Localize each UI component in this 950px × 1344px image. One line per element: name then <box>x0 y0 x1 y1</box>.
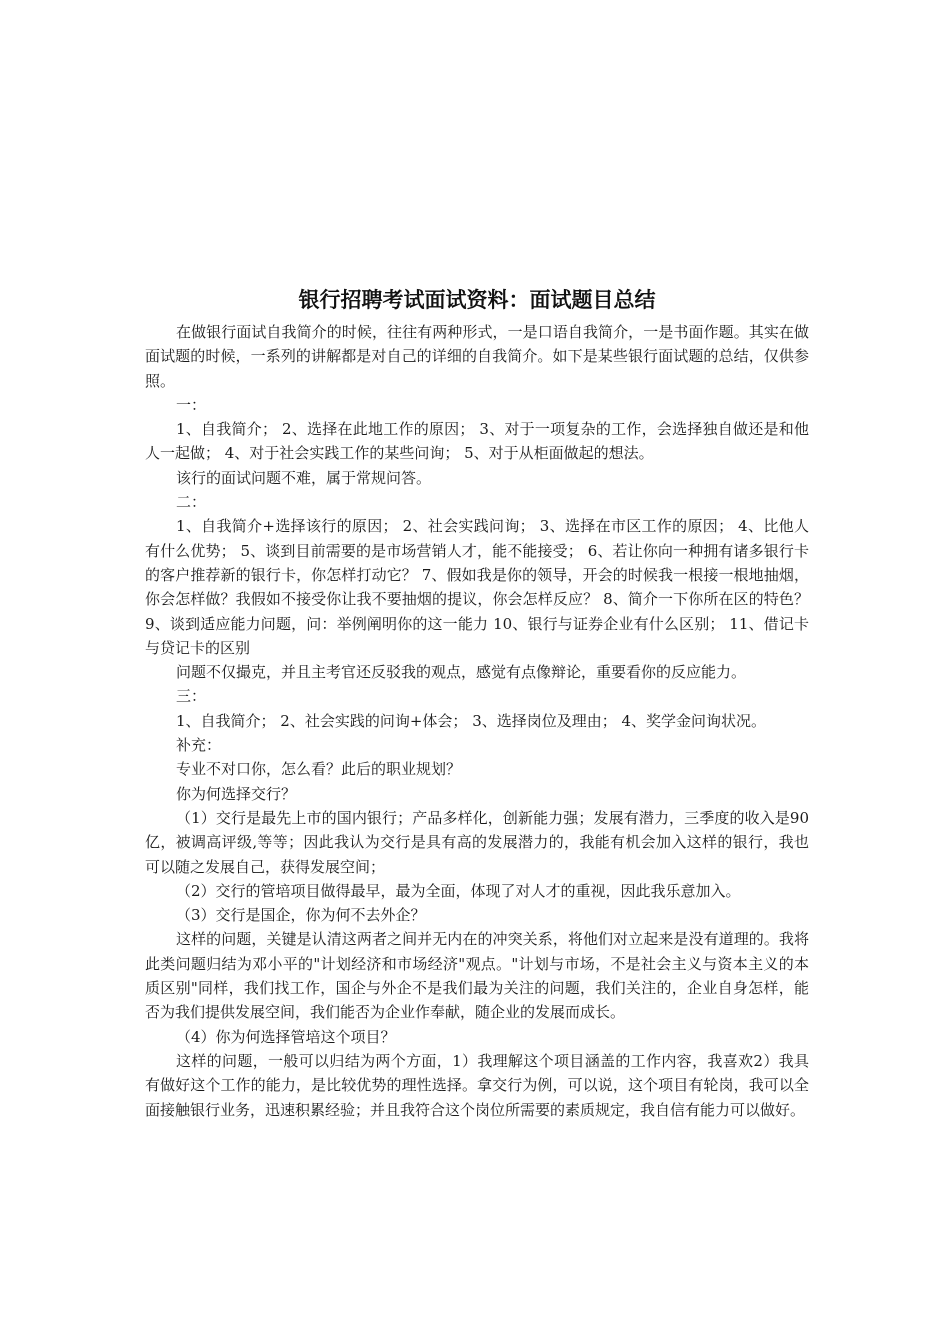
paragraph-section-3-questions: 1、自我简介； 2、社会实践的问询+体会； 3、选择岗位及理由； 4、奖学金问询状况。 <box>176 711 767 730</box>
paragraph-supplement-q2: 你为何选择交行？ <box>176 784 297 803</box>
paragraph-answer-3: （3）交行是国企，你为何不去外企？ <box>176 906 426 925</box>
paragraph-intro: 在做银行面试自我简介的时候，往往有两种形式，一是口语自我简介，一是书面作题。其实在做面试题的时候，一系列的讲解都是对自己的详细的自我简介。如下是某些银行面试题的总结，仅供参照。 <box>145 323 809 390</box>
paragraph-answer-4-detail: 这样的问题，一般可以归结为两个方面，1）我理解这个项目涵盖的工作内容，我喜欢2）我具有做好这个工作的能力，是比较优势的理性选择。拿交行为例，可以说，这个项目有轮岗，我可以全面接触银行业务，迅速积累经验；并且我符合这个岗位所需要的素质规定，我自信有能力可以做好。 <box>145 1051 809 1119</box>
paragraph-section-1-heading: 一： <box>176 395 207 414</box>
paragraph-supplement-heading: 补充： <box>176 736 222 755</box>
paragraph-section-1-questions: 1、自我简介； 2、选择在此地工作的原因； 3、对于一项复杂的工作，会选择独自做还是和他人一起做； 4、对于社会实践工作的某些问询； 5、对于从柜面做起的想法。 <box>145 420 809 463</box>
paragraph-section-2-heading: 二： <box>176 493 207 512</box>
paragraph-answer-4: （4）你为何选择管培这个项目？ <box>176 1027 396 1046</box>
document-body <box>145 320 809 1122</box>
paragraph-section-3-heading: 三： <box>176 687 207 706</box>
paragraph-section-2-comment: 问题不仅撮克，并且主考官还反驳我的观点，感觉有点像辩论，重要看你的反应能力。 <box>176 663 747 682</box>
paragraph-section-1-comment: 该行的面试问题不难，属于常规问答。 <box>176 468 432 487</box>
document-title: 银行招聘考试面试资料：面试题目总结 <box>298 288 656 312</box>
paragraph-section-2-questions: 1、自我简介+选择该行的原因； 2、社会实践问询； 3、选择在市区工作的原因； 4、比他人有什么优势； 5、谈到目前需要的是市场营销人才，能不能接受； 6、若让你向一种拥有诸多银行卡的客户推荐新的银行卡，你怎样打动它？ 7、假如我是你的领导，开会的时候我一根接一根地抽烟，你会怎样做？我假如不接受你让我不要抽烟的提议，你会怎样反应？ 8、简介一下你所在区的特色？ 9、谈到适应能力问题，问：举例阐明你的这一能力 10、银行与证券企业有什么区别； 11、借记卡与贷记卡的区别 <box>145 517 809 657</box>
paragraph-answer-3-detail: 这样的问题，关键是认清这两者之间并无内在的冲突关系，将他们对立起来是没有道理的。我将此类问题归结为邓小平的"计划经济和市场经济"观点。"计划与市场，不是社会主义与资本主义的本质区别"同样，我们找工作，国企与外企不是我们最为关注的问题，我们关注的，企业自身怎样，能否为我们提供发展空间，我们能否为企业作奉献，随企业的发展而成长。 <box>145 930 809 1022</box>
paragraph-answer-1: （1）交行是最先上市的国内银行；产品多样化，创新能力强；发展有潜力，三季度的收入是90亿，被调高评级,等等；因此我认为交行是具有高的发展潜力的，我能有机会加入这样的银行，我也可以随之发展自己，获得发展空间； <box>145 808 809 876</box>
paragraph-answer-2: （2）交行的管培项目做得最早，最为全面，体现了对人才的重视，因此我乐意加入。 <box>176 881 741 900</box>
document-page <box>145 282 809 1122</box>
paragraph-supplement-q1: 专业不对口你，怎么看？此后的职业规划？ <box>176 760 462 779</box>
